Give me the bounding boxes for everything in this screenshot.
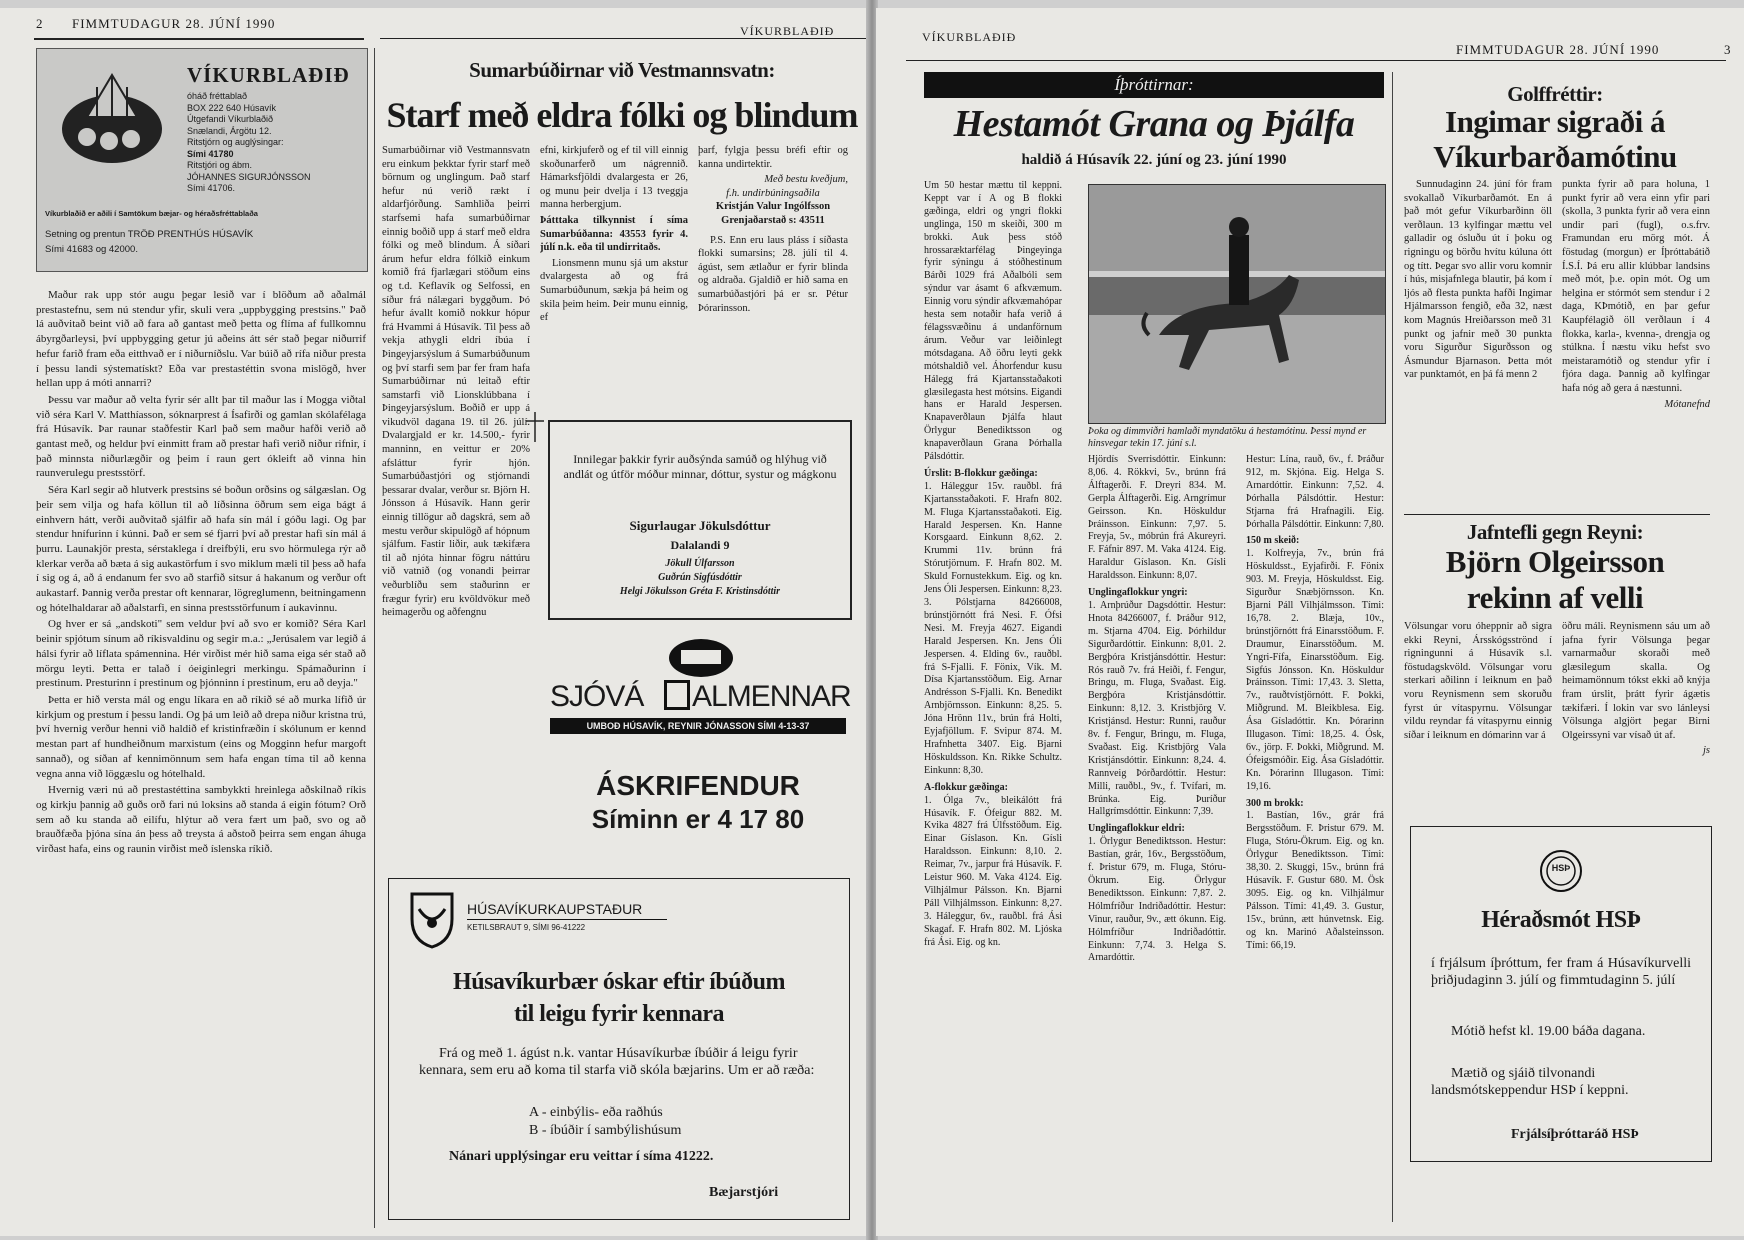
town-ad-body: Frá og með 1. ágúst n.k. vantar Húsavíkurbæ íbúðir á leigu fyrir kennara, sem eru að koma til starfa við skóla bæjarins. Um er að ræða: [419,1046,815,1078]
hsp-headline: Héraðsmót HSÞ [1481,907,1641,933]
head-rule [34,38,364,40]
masthead-member: Víkurblaðið er aðili í Samtökum bæjar- og héraðsfréttablaða [45,209,258,218]
golf-col-1 [1404,178,1552,506]
feature-kicker: Sumarbúðirnar við Vestmannsvatn: [469,58,775,82]
results-title: Unglingaflokkur yngri: [1088,587,1188,599]
head-rule [906,60,1726,61]
masthead-line: Útgefandi Víkurblaðið [187,114,274,124]
results-text: 1. Háleggur 15v. rauðbl. frá Kjartansstaðakoti. F. Hrafn 802. M. Fluga Kjartansstaðakoti. Eig. Harald Jespersen. Kn. Hanne Korsgaard. Einkunn 8,62. 2. Krummi 11v. brúnn frá Stórutjörnum. F. Hrafn 802. M. Skuld Fornustekkum. Eig. og kn. Jens Óli Jespersen. Einkunn: 8,23. 3. Pólstjarna 84266008, brúnstjörnótt frá Nesi. F. Ófsi Nesi. M. Freyja 4627. Eigandi Harald Jespersen. Kn. Jens Óli Jespersen. 4. Elding 6v., rauðbl. frá S-Fjalli. F. Fönix, Vík. M. Dísa Kjartansstöðum. Eig. Arnar Andrésson S-Fjalli. Kn. Benedikt Arnbjörnsson. Einkunn: 8,25. 5. Jóna Hrönn 11v., brún frá Holti, Eyjafjöllum. F. Svipur 874. M. Hrafnhetta 3407. Eig. Bjarni Höskuldsson. Kn. Rikke Schultz. Einkunn: 8,30. [924,480,1062,776]
results-title: 150 m skeið: [1246,535,1300,547]
football-text: Völsungar voru óheppnir að sigra ekki Reyni, Ársskógsströnd í rigningunni á Húsavík s.l. föstudagskvöld. Völsungar voru sterkari aðilinn í leiknum en það voru Reynismenn sem skoruðu fyrst úr vítaspyrnu. Völsungar vildu reyndar fá vítaspyrnu einnig síðar í leiknum en dómarinn var á [1404,621,1552,741]
town-ad-option: B - íbúðir í sambýlishúsum [529,1123,682,1138]
golf-text: punkta fyrir að para holuna, 1 punkt fyrir að vera einn yfir pari (skolla, 3 punkta fyrir að vera einn undir pari (fugl), o.s.frv. Framundan eru mörg mót. Á föstudag (morgun) er Íþróttabátið Í.S.Í. Þá eru allir klúbbar landsins með mót, þ.e. opin mót. Og um helgina er stórmót sem stendur í 2 daga, KÞmótið, en þar gefur Kaupfélagið öll verðlaun í 4 flokka, karla-, kvenna-, drengja og stúlkna. Í næstu viku hefst svo meistaramótið og stendur yfir í fjóra daga. Þannig að kylfingar hafa nóg að gera á næstunni. [1562,179,1710,394]
hsp-time: Mótið hefst kl. 19.00 báða dagana. [1451,1024,1646,1039]
tree-logo-icon [666,638,736,678]
column-rule [374,48,375,1228]
football-col-2 [1562,620,1710,820]
column-rule [1392,72,1393,1222]
feature-signup: Þátttaka tilkynnist í síma Sumarbúðanna: 43553 fyrir 4. júlí n.k. eða til undirritaðs. [540,214,688,254]
golf-text: Sunnudaginn 24. júní fór fram svokallað Víkurbarðamót. En á það mót gefur Víkurbarðinn öll verðlaun. 13 kylfingar mættu vel galladir og ósluðu út í þoku og rigningu og börðu hvítu kúluna ótt og títt. Þegar svo allir voru komnir í hús, misjafnlega blautir, þá kom í ljós að flesta punkta hafði Ingimar Hjálmarsson fengið, eða 32, næst kom Magnús Hreiðarsson með 31 punkt og jafnir með 30 punkta voru Sigurður Sigurðsson og Ásmundur Bjarnason. Þetta mót var punktamót, en þá fá menn 2 [1404,179,1552,381]
feature-ps: P.S. Enn eru laus pláss í síðasta flokki sumarsins; 28. júlí til 4. ágúst, sem ætlaður er fyrir blinda og aldraða. Gjaldið er hið sama en sumarbúðastjóri þá er sr. Pétur Þórarinsson. [698,234,848,314]
photo-caption: Þoka og dimmviðri hamlaði myndatöku á hestamótinu. Þessi mynd er hinsvegar tekin 17. júní s.l. [1088,426,1367,449]
sports-col-2 [1088,454,1226,1220]
running-head-paper: VÍKURBLAÐIÐ [922,30,1017,44]
feature-sign: Grenjaðarstað s: 43511 [721,214,825,226]
results-title: Úrslit: B-flokkur gæðinga: [924,467,1038,479]
town-ad-sign: Bæjarstjóri [709,1185,779,1200]
feature-sign: Kristján Valur Ingólfsson [715,201,831,213]
sjova-brand-right: ALMENNAR [692,680,851,713]
sjova-agent: UMBOÐ HÚSAVÍK, REYNIR JÓNASSON SÍMI 4-13-37 [550,718,846,734]
feature-sign: f.h. undirbúningsaðila [726,187,820,199]
results-text: 1. Ólga 7v., bleikálótt frá Húsavík. F. Ófeigur 882. M. Kvika 4827 frá Úlfsstöðum. Eig. Einar Gíslason. Kn. Gísli Haraldsson. Einkunn: 8,10. 2. Reimar, 7v., jarpur frá Húsavík. F. Leistur 960. M. Vaka 4124. Eig. Vilhjálmur Pálsson. Kn. Bjarni Páll Vilhjálmsson. Einkunn: 8,27. 3. Háleggur, 6v., rauðbl. frá Ási Skagaf. F. Hrafn 802. M. Ljóska frá Ási. Eig. og kn. [924,794,1062,948]
running-head-date: FIMMTUDAGUR 28. JÚNÍ 1990 [72,16,276,31]
hsp-invite: Mætið og sjáið tilvonandi landsmótskeppendur HSÞ í keppni. [1431,1066,1629,1098]
masthead [36,48,368,272]
football-col-1 [1404,620,1552,820]
running-head-date: FIMMTUDAGUR 28. JÚNÍ 1990 [1456,42,1660,57]
left-page [0,8,868,1236]
football-kicker: Jafntefli gegn Reyni: [1466,520,1644,544]
results-text: 1. Örlygur Benediktsson. Hestur: Bastían, grár, 16v., Bergsstöðum, f. Þristur 679, m. Fluga, Stóru-Ökrum. Eig. Örlygur Benediktsson. Einkunn: 7,87. 2. Hólmfríður Indriðadóttir. Hestur: Vinur, rauður, 9v., ætt ókunn. Eig. Hólmfríður Indriðadóttir. Einkunn: 7,74. 3. Helga S. Arnardóttir. [1088,836,1226,964]
obituary-signer: Jökull Úlfarsson [665,558,735,569]
horse-rider-image [1089,185,1385,423]
page-number: 3 [1724,42,1732,57]
cross-icon [520,412,550,442]
section-rule [1404,514,1710,515]
masthead-line: Sími 41780 [187,148,234,159]
masthead-print-phone: Sími 41683 og 42000. [45,244,138,255]
obituary-address: Dalalandi 9 [670,538,730,552]
sjova-brand-left: SJÓVÁ [550,680,644,713]
town-ad-headline: til leigu fyrir kennara [513,1001,725,1027]
golf-col-2 [1562,178,1710,506]
town-ad-box [388,878,850,1220]
editorial-paragraph: Þetta er hið versta mál og engu líkara en að ríkið sé að murka lífið úr kirkjum og prestum í þessu landi. Og þá um leið að drepa niður kristna trú, því hvernig verður henni við haldið ef kristinfræðin í skólunum er kennd mestan part af hundheiðnum marxistum (eins og Mogginn hefur margoft sannað), og síðan af kennimönnum sem hafa engan tíma til að kenna vegna anna við löggæslu og hótelhald. [36,693,366,780]
masthead-line: óháð fréttablað [187,91,248,101]
football-text: öðru máli. Reynismenn sáu um að jafna fyrir Völsunga þegar varnarmaður skoraði með glæsilegum skalla. Og heimamönnum tókst ekki að knýja fram úrslit, þrátt fyrir ágætis tækifæri. Í lokin var svo lánleysi Völsunga algjört þegar Birni Olgeirssyni var vísað út af. [1562,621,1710,741]
subscribe-title: ÁSKRIFENDUR [596,770,800,801]
editorial-paragraph: Hvernig væri nú að prestastéttina sambykkti hreinlega aðskilnað ríkis og kirkju þannig að guðs orð fari nú loksins að standa á eigin fótum? Orð sem að ku standa að eilífu, hlýtur að vera fært um það, svo og að brauðfæða þjóna sína án þess að treysta á aðstoð þeirra sem engan áhuga virðast hafa, eins og raunin virðist með íslenska ríkið. [36,784,366,856]
page-number: 2 [36,16,44,31]
masthead-line: Ritstjóri og ábm. [187,160,253,170]
town-ad-headline: Húsavíkurbær óskar eftir íbúðum [453,969,785,995]
masthead-print: Setning og prentun TRÖÐ PRENTHÚS HÚSAVÍK [45,229,254,240]
golf-headline: Ingimar sigraði á Víkurbarðamótinu [1433,104,1677,174]
sports-section-bar: Íþróttirnar: [924,72,1384,98]
feature-col-1 [382,144,530,874]
results-text: 1. Bastían, 16v., grár frá Bergsstöðum. F. Þristur 679. M. Fluga, Stóru-Ökrum. Eig. og kn. Örlygur Benediktsson. Tími: 38,30. 2. Skuggi, 15v., brúnn frá Húsavík. F. Gustur 680. M. Ösk 3095. Eig. og kn. Vilhjálmur Pálsson. Tími: 41,49. 3. Gustur, 15v., brúnn, ætt húnvetnsk. Eig. og kn. Marinó Aðalsteinsson. Tími: 66,19. [1246,810,1384,951]
masthead-line: Ritstjórn og auglýsingar: [187,137,284,147]
hsp-ad-box [1410,826,1712,1162]
results-title: A-flokkur gæðinga: [924,781,1008,793]
football-headline: Björn Olgeirsson rekinn af velli [1445,544,1665,615]
golf-sign: Mótanefnd [1664,398,1710,410]
results-text: Hestur: Lína, rauð, 6v., f. Þráður 912, m. Skjóna. Eig. Helga S. Arnardóttir. Einkunn: 7,52. 4. Þórhalla Pálsdóttir. Hestur: Stjarna frá Hrafnagili. Eig. Þórhalla Pálsdóttir. Einkunn: 7,80. [1246,454,1384,530]
masthead-line: BOX 222 640 Húsavík [187,102,277,113]
football-sign: js [1702,745,1710,757]
feature-text: Sumarbúðirnar við Vestmannsvatn eru einkum þekktar fyrir starf með börnum og unglingum. Það starf hefur nú verið rækt í aldarfjórðung. Samhliða þeirri starfsemi hafa sumarbúðirnar einnig boðið upp á starf með eldra fólki og með blindum. Á síðari árum hefur eldra fólkið einkum komið frá fjarlægari stöðum eins og t.d. Keflavík og Selfossi, en síður frá nálægari byggðum. Þó hefur ávallt komið nokkur hópur frá Hvammi á Húsavík. Til þess að vekja athygli eldri íbúa í Þingeyjarsýslum á Sumarbúðunum og því starfi sem þar fer fram hafa Sumarbúðirnar nú leitað eftir samstarfi við Lionsklúbbana í Þingeyjarsýslum. Boðið er upp á vikudvöl dagana 19. til 26. júlí. Dvalargjald er kr. 14.500,- fyrir manninn, en veittur er 20% afsláttur fyrir hjón. Sumarbúðastjóri og stjórnandi þessarar dvalar, verður sr. Björn H. Jónsson á Húsavík. Hann gerir einnig tillögur að dagskrá, sem að mestu verður skipulögð af hópnum sjálfum. Fastir liðir, auk tækifæra til að njóta hinnar fögru náttúru við vatnið (og vonandi þeirrar veðurblíðu sem staðurinn er frægur fyrir) eru kvöldvökur með heimagerðu og aðfengnu [382,145,530,619]
results-text: 1. Arnþrúður Dagsdóttir. Hestur: Hnota 84266007, f. Þráður 912, m. Stjarna 4704. Eig. Þórhildur Sigurðardóttir. Einkunn: 8,01. 2. Bergþóra Kristjánsdóttir. Hestur: Rós rauð 7v. frá Heiði, f. Fengur, Bringu, m. Fluga, Svaðast. Eig. Bergþóra Kristjánsdóttir. Einkunn: 8,12. 3. Kristbjörg V. Kristjánsd. Hestur: Runni, rauður 8v. f. Fengur, Bringu, m. Fluga, Svaðast. Eig. Kristbjörg Vala Kristjánsdóttir. Einkunn: 8,24. 4. Rannveig Þórðardóttir. Hestur: Milli, rauðbl., 9v., f. Tvífari, m. Brúnka. Eig. Þuríður Hallgrímsdóttir. Einkunn: 7,39. [1088,599,1226,818]
town-ad-option: A - einbýlis- eða raðhús [529,1105,663,1120]
right-page [876,8,1744,1236]
sjova-square-icon [664,680,690,710]
feature-text: Lionsmenn munu sjá um akstur dvalargesta að og frá Sumarbúðunum, sækja þá heim og skila þeim heim. Þeir munu einnig, ef [540,257,688,324]
editorial-paragraph: Maður rak upp stór augu þegar lesið var í blöðum að aðalmál prestastefnu, sem nú stendur yfir, skuli vera „uppbygging prestsins." Það lá auðvitað beint við að fara að gantast með þetta og flíma af fullkomnu ábyrgðarleysi, því uppbygging getur jú aðeins átt sér stað þegar niðurrif hefur farið fram eða eitthvað er í niðurníðslu. Var búið að rífa niður presta í þessu landi sýstematískt? Eða var prestastéttin svona mislögð, hver hellan upp á móti annarri? [36,289,366,390]
masthead-title: VÍKURBLAÐIÐ [187,63,350,87]
feature-text: efni, kirkjuferð og ef til vill einnig skoðunarferð um nágrennið. Hámarksfjöldi dvalargesta er 26, og munu þeir dvelja í 13 tveggja manna herbergjum. [540,145,688,211]
horse-photo [1088,184,1386,424]
sports-col-3 [1246,454,1384,1220]
obituary-signer: Guðrún Sigfúsdóttir [658,572,742,583]
golf-kicker: Golffréttir: [1507,82,1603,106]
masthead-info [187,91,311,195]
running-head-paper: VÍKURBLAÐIÐ [740,24,835,38]
editorial-column [36,288,366,1228]
feature-text: þarf, fylgja þessu bréfi eftir og kanna undirtektir. [698,145,848,170]
sjova-ad [548,638,851,738]
results-title: Unglingaflokkur eldri: [1088,823,1185,835]
sports-headline: Hestamót Grana og Þjálfa [953,103,1355,145]
results-text: 1. Kolfreyja, 7v., brún frá Höskuldsst., Eyjafirði. F. Fönix 903. M. Freyja, Höskuldsst. Eig. Sigurður Snæbjörnsson. Kn. Bjarni Páll Vilhjálmsson. Tími: 16,78. 2. Blæja, 10v., brúnstjörnótt frá Einarsstöðum. F. Draumur, Einarsstöðum. M. Yngri-Fífa, Einarsstöðum. Eig. Sigfús Jónsson. Kn. Höskuldur Þráinsson. Tími: 17,43. 3. Sletta, 7v., rauðtvístjörnótt. F. Þokki, Miðgrund. M. Bleikblesa. Eig. Ása Gísladóttir. Kn. Þórarinn Illugason. Tími: 18,25. 4. Ósk, 6v., jörp. F. Þokki, Miðgrund. M. Ófeigsmóðir. Eig. Ása Gísladóttir. Kn. Þórarinn Illugason. Tími: 19,16. [1246,548,1384,792]
head-rule [380,38,868,39]
hsp-logo-text: HSÞ [1551,863,1571,873]
masthead-line: JÓHANNES SIGURJÓNSSON [187,171,311,182]
obituary-box [548,420,852,620]
hsp-sign: Frjálsíþróttaráð HSÞ [1511,1127,1639,1142]
sports-text: Um 50 hestar mættu til keppni. Keppt var í A og B flokki gæðinga, eldri og yngri flokki unglinga, 150 m skeiði, 300 m brokki. Auk þess stóð hrossaræktarfélag Þingeyinga fyrir sýningu á stóðhestinum Bárði 1029 frá Aðalbóli sem sýndur var ásamt 6 afkvæmum. Einnig voru sýndir afkvæmahópar hesta sem notaðir hafa verið á félagssvæðinu á undanförnum árum. Veður var leiðinlegt mótsdagana. Að öðru leyti gekk mótshaldið vel. Áhorfendur kusu Hálegg frá Kjartansstaðakoti glæsilegasta hest mótsins. Eigandi hans er Harald Jespersen. Knapaverðlaun Þjálfa hlaut Örlygur Benediktsson og knapaverðlaun Grana Þórhalla Pálsdóttir. [924,180,1062,463]
feature-col-2 [540,144,688,396]
editorial-paragraph: Séra Karl segir að hlutverk prestsins sé boðun orðsins og sálgæslan. Og þeir sem vilja og hafa köllun til að líðsinna öðrum sem eiga bágt á einhvern hátt, verði auðvitað sjálfir að hafa sín mál í góðu lagi. Og þar stendur hnífurinn í kúnni. Það er sem sé fjarri því að prestar hafi sín mál á þurru. Launakjör presta, sérstaklega í dreifbýli, eru svo hörmulega rýr að klerkar verða að bæta á sig aukastörfum í svo miklum mæli til þess að hafa í sig og á, að á endanum fer svo að starfið sitsur á hakanum og verður oft aukastarf. Þannig verða prestar oft kennarar, lögreglumenn, beitningamenn og hótelhaldarar að aðalstarfi, en sinna prestsstörfunum í aukavinnu. [36,484,366,614]
feature-col-3 [698,144,848,396]
subscribe-phone: Síminn er 4 17 80 [591,804,805,834]
hsp-body: í frjálsum íþróttum, fer fram á Húsavíkurvelli þriðjudaginn 3. júlí og fimmtudaginn 5. júlí [1431,956,1691,988]
town-ad-rule [467,919,667,920]
town-ad-org: HÚSAVÍKURKAUPSTAÐUR [467,901,643,917]
sports-subhead: haldið á Húsavík 22. júní og 23. júní 1990 [1021,152,1287,168]
results-text: Hjördís Sverrisdóttir. Einkunn: 8,06. 4. Rökkvi, 5v., brúnn frá Álftagerði. F. Dreyri 834. M. Gerpla Álftagerði. Eig. Arngrímur Geirsson. Kn. Höskuldur Þráinsson. Einkunn: 7,97. 5. Freyja, 5v., móbrún frá Akureyri. F. Fáfnir 897. M. Vaka 4124. Eig. Haraldur Gíslason. Kn. Gísli Haraldsson. Einkunn: 8,07. [1088,454,1226,582]
viking-ship-logo-icon [57,67,167,167]
masthead-line: Snælandi, Árgötu 12. [187,125,272,136]
obituary-text: Innilegar þakkir fyrir auðsýnda samúð og hlýhug við andlát og útför móður minnar, dóttur, systur og mágkonu [563,452,837,481]
town-ad-info: Nánari upplýsingar eru veittar í síma 41222. [449,1149,714,1164]
editorial-paragraph: Og hver er sá „andskoti" sem veldur því að svo er komið? Séra Karl beinir spjótum sínum að ríkisvaldinu og segir m.a.: „Jerúsalem var legið á hálsi fyrir að líflata spámennina. Hér virðist mér hið sama eiga sér stað að mörgu leyti. Þetta er talað í óeiginlegri merkingu. Spámaðurinn í prestinum. Presturinn í prestinum og þjónninn í prestinum, eru að deyja." [36,618,366,690]
results-title: 300 m brokk: [1246,797,1304,809]
obituary-signer: Helgi Jökulsson Gréta F. Kristinsdóttir [619,586,781,597]
feature-headline: Starf með eldra fólki og blindum [386,95,858,135]
feature-sign: Með bestu kveðjum, [764,174,848,186]
obituary-name: Sigurlaugar Jökulsdóttur [629,518,771,533]
town-crest-icon [407,889,457,949]
masthead-line: Sími 41706. [187,183,236,193]
town-ad-address: KETILSBRAUT 9, SÍMI 96-41222 [467,923,586,932]
sports-col-1 [924,180,1062,1220]
editorial-paragraph: Þessu var maður að velta fyrir sér allt þar til maður las í Mogga viðtal við séra Karl V. Matthíasson, sóknarprest á Ísafirði og gamlan skólafélaga frá Húsavík. Þar raunar staðfestir Karl það sem maður hafði verið að gantast með, og heldur því einmitt fram að prestar hafi verið niður rifnir, í það minnsta niðurlægðir og þeim í raun gert ókleift að vinna hin raunverulegu prestsstörf. [36,393,366,480]
